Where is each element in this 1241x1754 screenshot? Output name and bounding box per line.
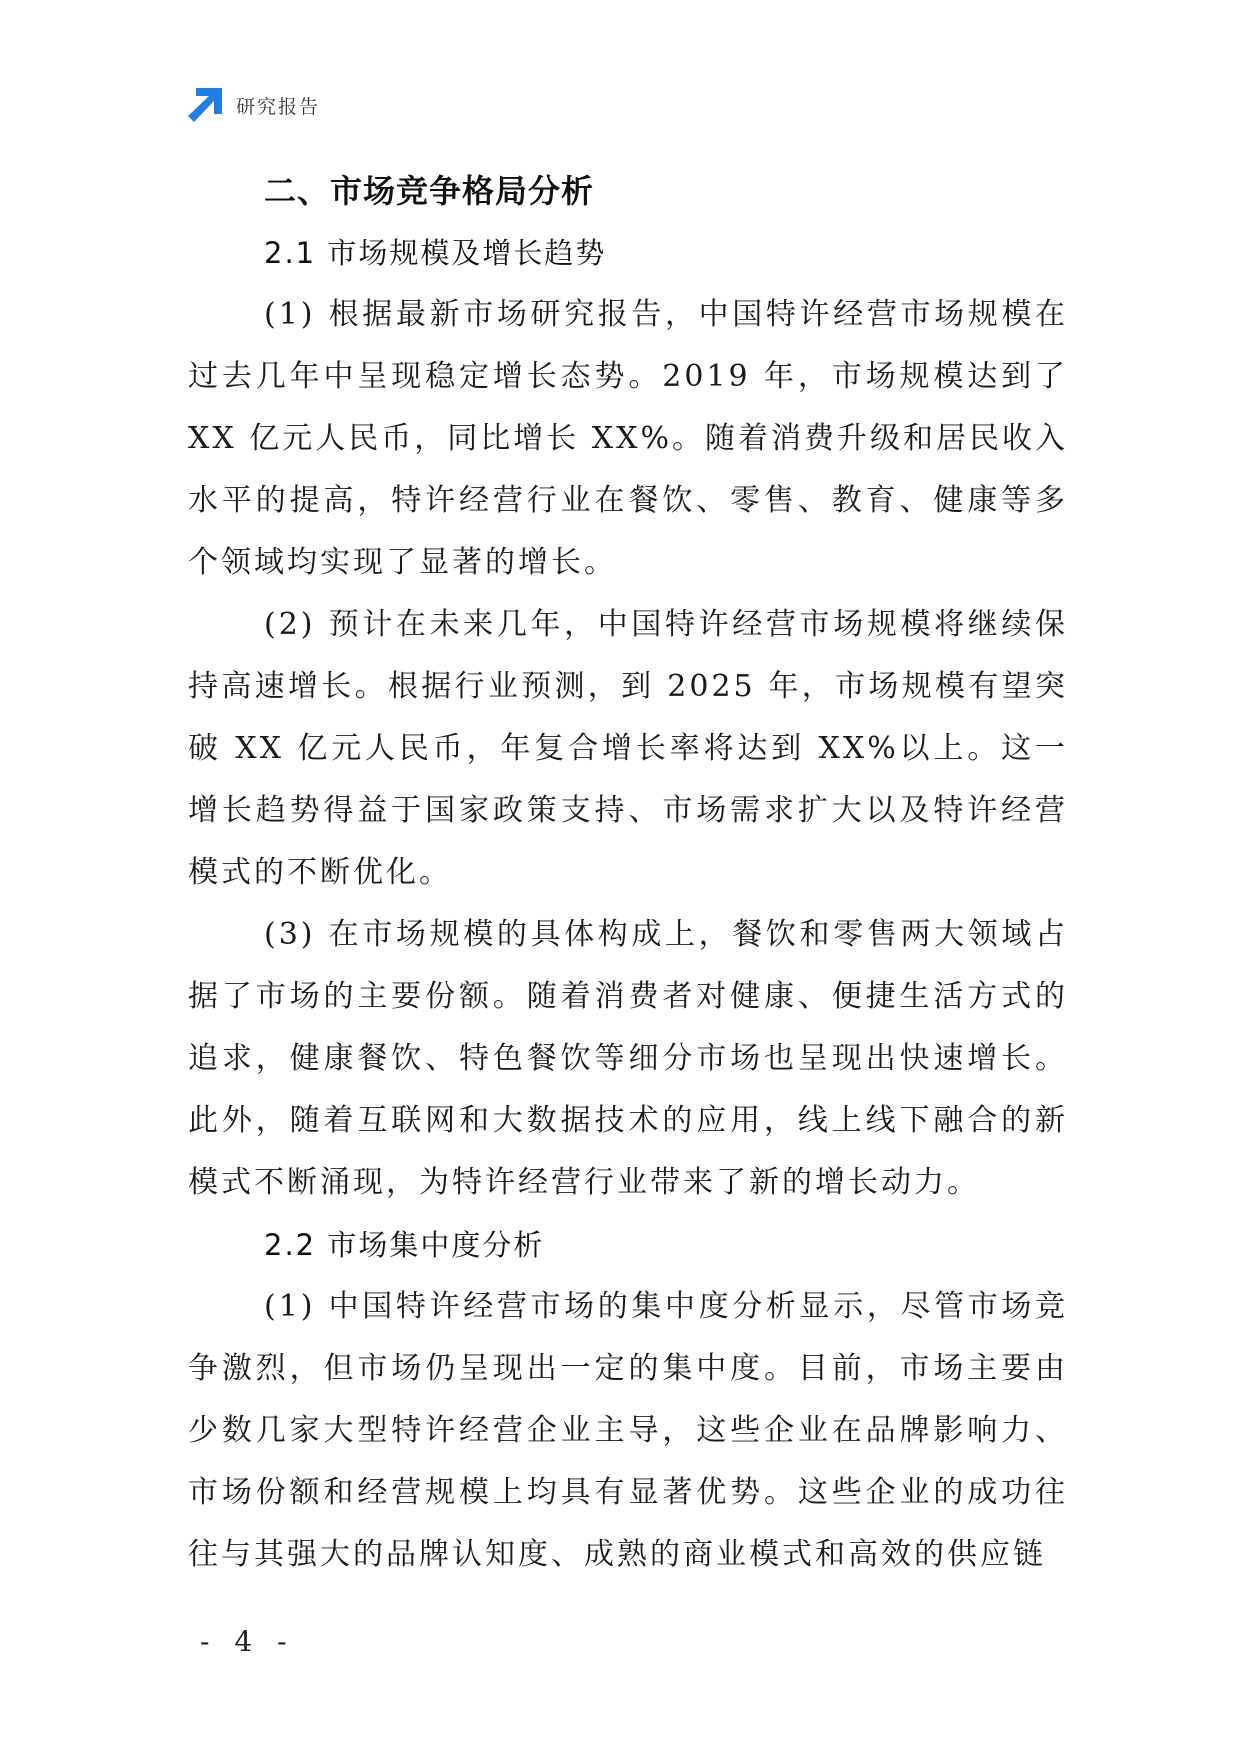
page-number: - 4 - xyxy=(200,1625,295,1658)
page-header xyxy=(188,88,320,122)
paragraph: (3) 在市场规模的具体构成上，餐饮和零售两大领域占据了市场的主要份额。随着消费者对健康、便捷生活方式的追求，健康餐饮、特色餐饮等细分市场也呈现出快速增长。此外，随着互联网和大数据技术的应用，线上线下融合的新模式不断涌现，为特许经营行业带来了新的增长动力。 xyxy=(188,917,1068,1200)
paragraph: (2) 预计在未来几年，中国特许经营市场规模将继续保持高速增长。根据行业预测，到 2025 年，市场规模有望突破 XX 亿元人民币，年复合增长率将达到 XX%以上。这一增长趋势得益于国家政策支持、市场需求扩大以及特许经营模式的不断优化。 xyxy=(188,607,1068,890)
paragraph: (1) 根据最新市场研究报告，中国特许经营市场规模在过去几年中呈现稳定增长态势。2019 年，市场规模达到了 XX 亿元人民币，同比增长 XX%。随着消费升级和居民收入水平的提高，特许经营行业在餐饮、零售、教育、健康等多个领域均实现了显著的增长。 xyxy=(188,297,1069,580)
subsection-title-2-1: 2.1 市场规模及增长趋势 xyxy=(264,236,607,270)
subsection-title-2-2: 2.2 市场集中度分析 xyxy=(264,1228,545,1262)
section-title: 二、市场竞争格局分析 xyxy=(264,172,595,210)
paragraph: (1) 中国特许经营市场的集中度分析显示，尽管市场竞争激烈，但市场仍呈现出一定的集中度。目前，市场主要由少数几家大型特许经营企业主导，这些企业在品牌影响力、市场份额和经营规模上均具有显著优势。这些企业的成功往往与其强大的品牌认知度、成熟的商业模式和高效的供应链 xyxy=(188,1289,1068,1572)
document-body xyxy=(188,160,1068,1586)
header-title: 研究报告 xyxy=(236,95,321,118)
arrow-logo-icon xyxy=(188,88,222,122)
